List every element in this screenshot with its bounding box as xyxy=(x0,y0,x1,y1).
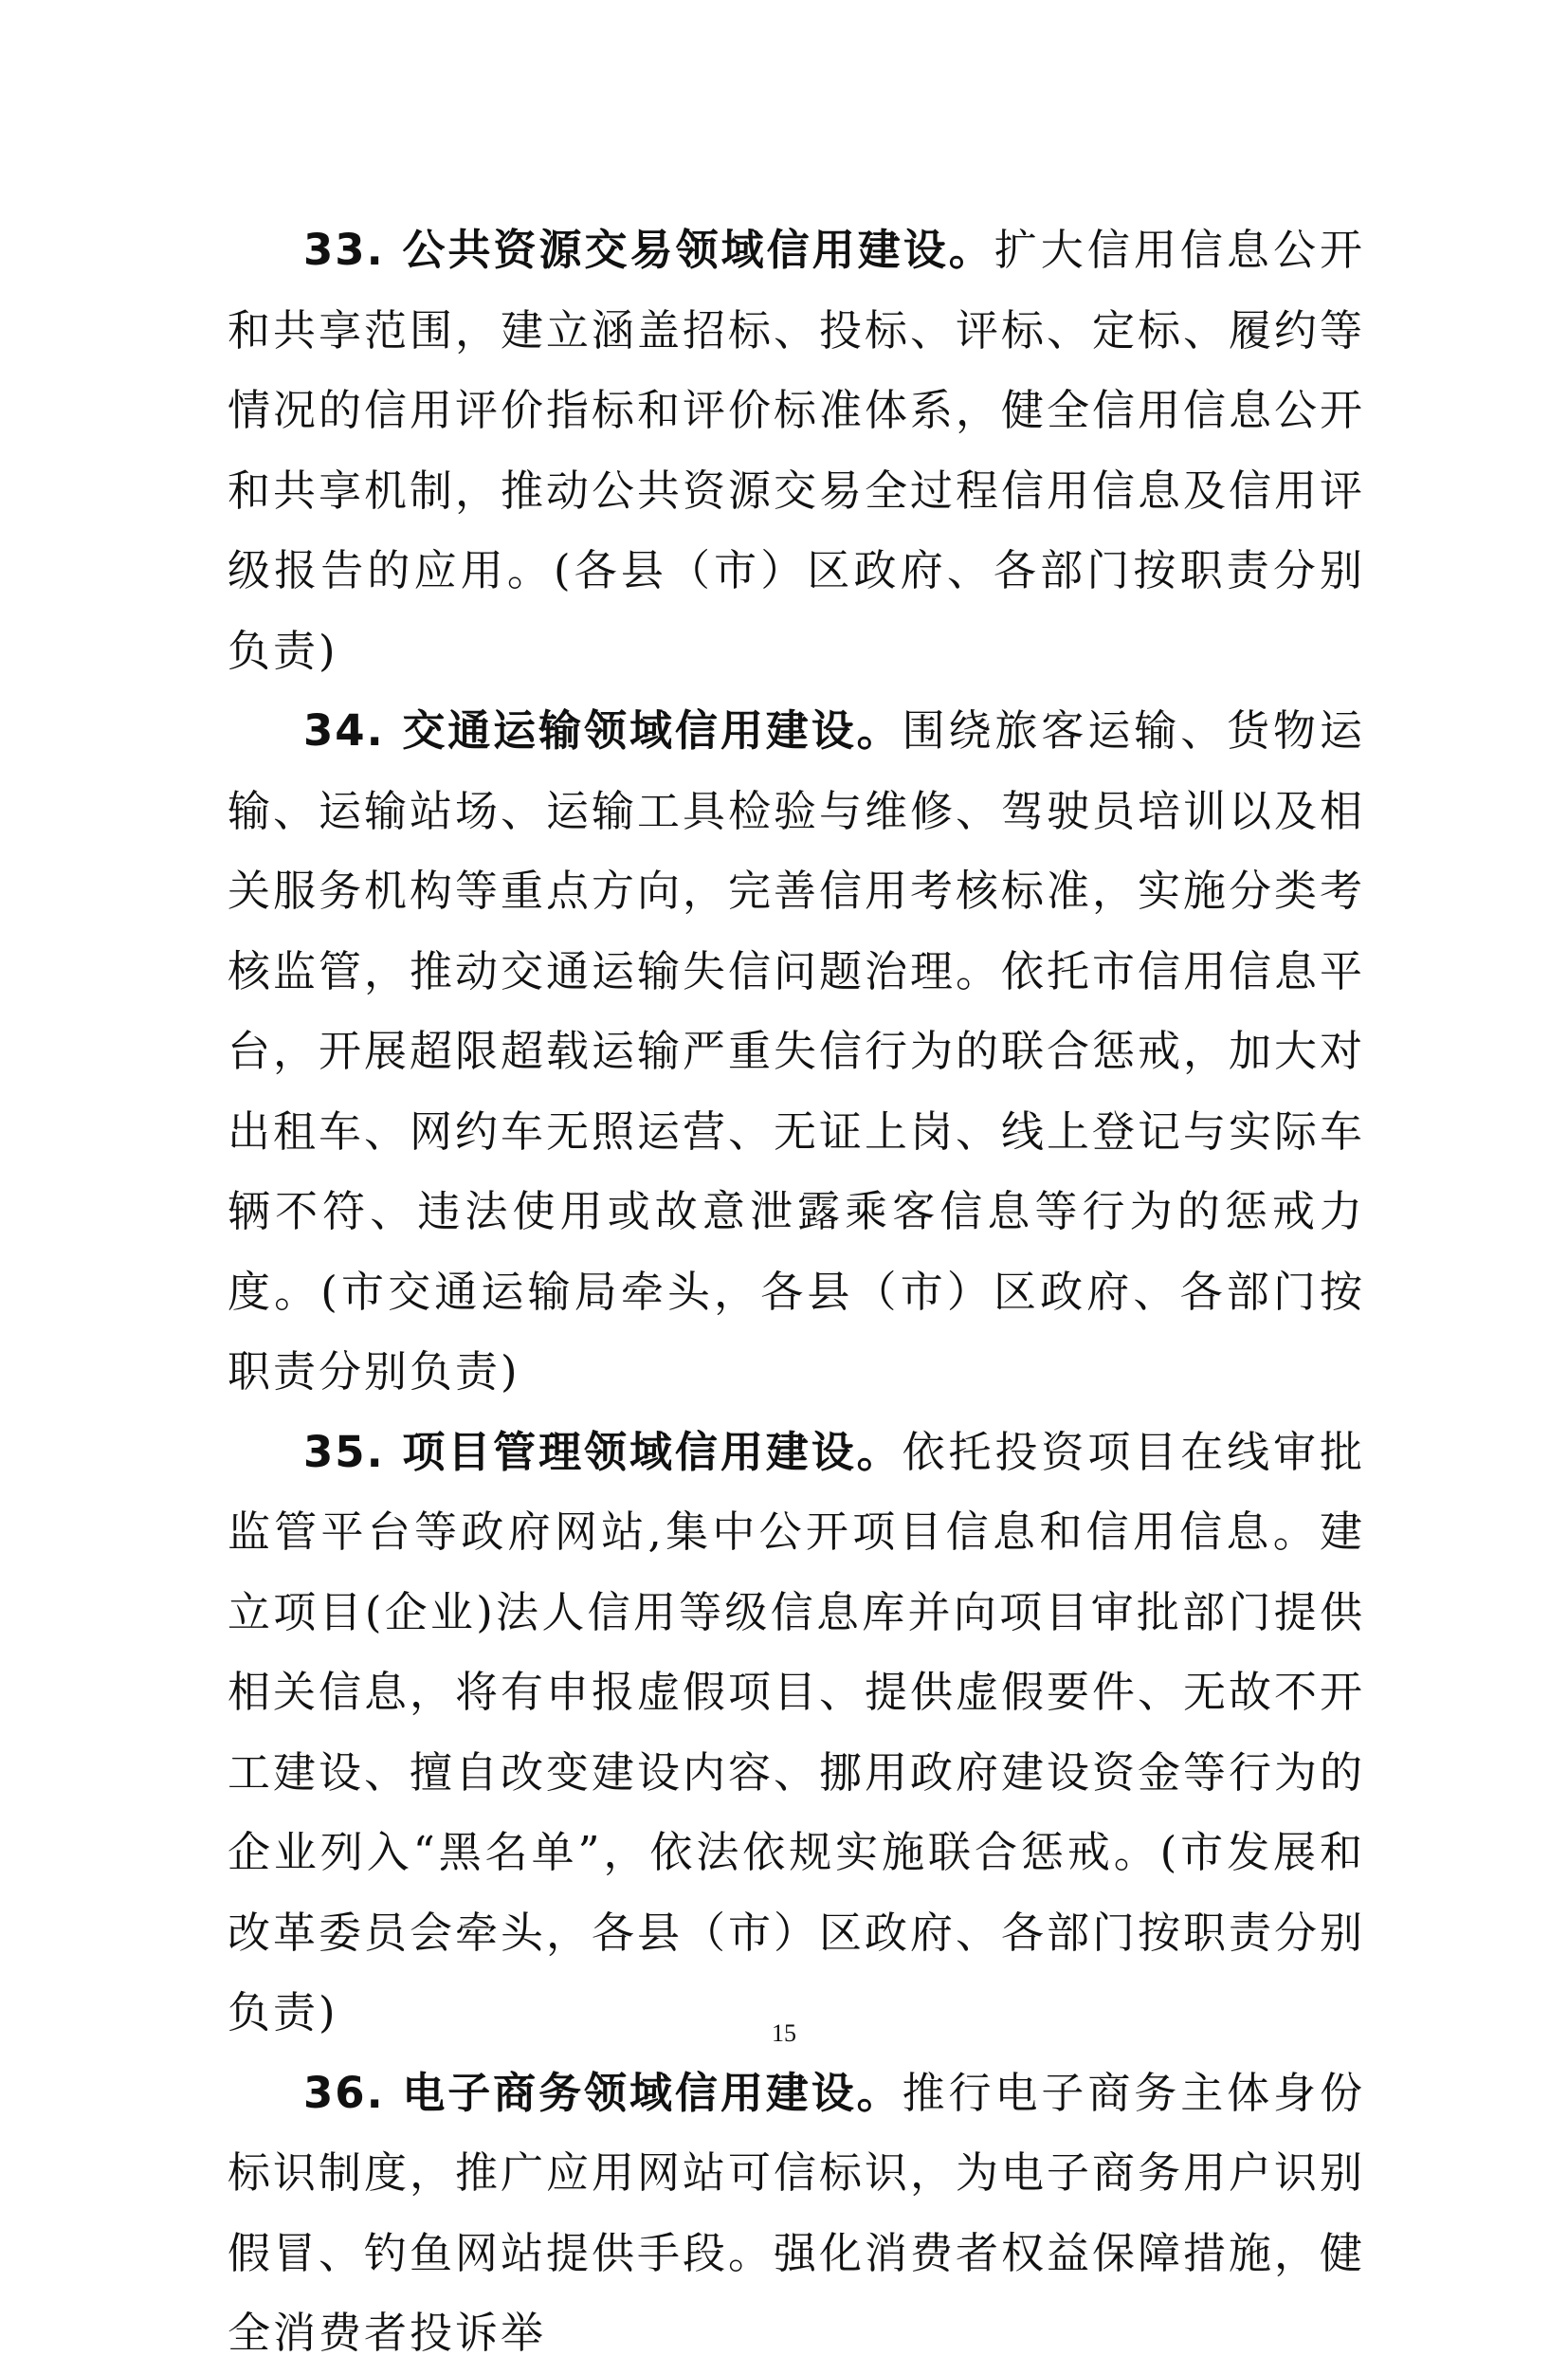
paragraph-text: 依托投资项目在线审批监管平台等政府网站,集中公开项目信息和信用信息。建立项目(企业)法人信用等级信息库并向项目审批部门提供相关信息，将有申报虚假项目、提供虚假要件、无故不开工建设、擅自改变建设内容、挪用政府建设资金等行为的企业列入“黑名单”，依法依规实施联合惩戒。(市发展和改革委员会牵头，各县（市）区政府、各部门按职责分别负责) xyxy=(228,1426,1366,2037)
page-number: 15 xyxy=(772,2019,796,2047)
paragraph-text: 扩大信用信息公开和共享范围，建立涵盖招标、投标、评标、定标、履约等情况的信用评价指标和评价标准体系，健全信用信息公开和共享机制，推动公共资源交易全过程信用信息及信用评级报告的应用。(各县（市）区政府、各部门按职责分别负责) xyxy=(228,225,1366,676)
paragraph-text: 围绕旅客运输、货物运输、运输站场、运输工具检验与维修、驾驶员培训以及相关服务机构等重点方向，完善信用考核标准，实施分类考核监管，推动交通运输失信问题治理。依托市信用信息平台，开展超限超载运输严重失信行为的联合惩戒，加大对出租车、网约车无照运营、无证上岗、线上登记与实际车辆不符、违法使用或故意泄露乘客信息等行为的惩戒力度。(市交通运输局牵头，各县（市）区政府、各部门按职责分别负责) xyxy=(228,705,1366,1397)
paragraph-36 xyxy=(228,2054,1365,2374)
paragraph-heading: 35. 项目管理领域信用建设。 xyxy=(303,1426,903,1477)
paragraph-35 xyxy=(228,1413,1365,2054)
paragraph-34 xyxy=(228,691,1365,1413)
paragraph-text: 推行电子商务主体身份标识制度，推广应用网站可信标识，为电子商务用户识别假冒、钓鱼网站提供手段。强化消费者权益保障措施，健全消费者投诉举 xyxy=(228,2067,1366,2358)
document-body xyxy=(228,210,1365,2374)
paragraph-heading: 33. 公共资源交易领域信用建设。 xyxy=(303,225,994,275)
paragraph-heading: 34. 交通运输领域信用建设。 xyxy=(303,705,903,756)
paragraph-33 xyxy=(228,210,1365,691)
paragraph-heading: 36. 电子商务领域信用建设。 xyxy=(303,2067,903,2118)
